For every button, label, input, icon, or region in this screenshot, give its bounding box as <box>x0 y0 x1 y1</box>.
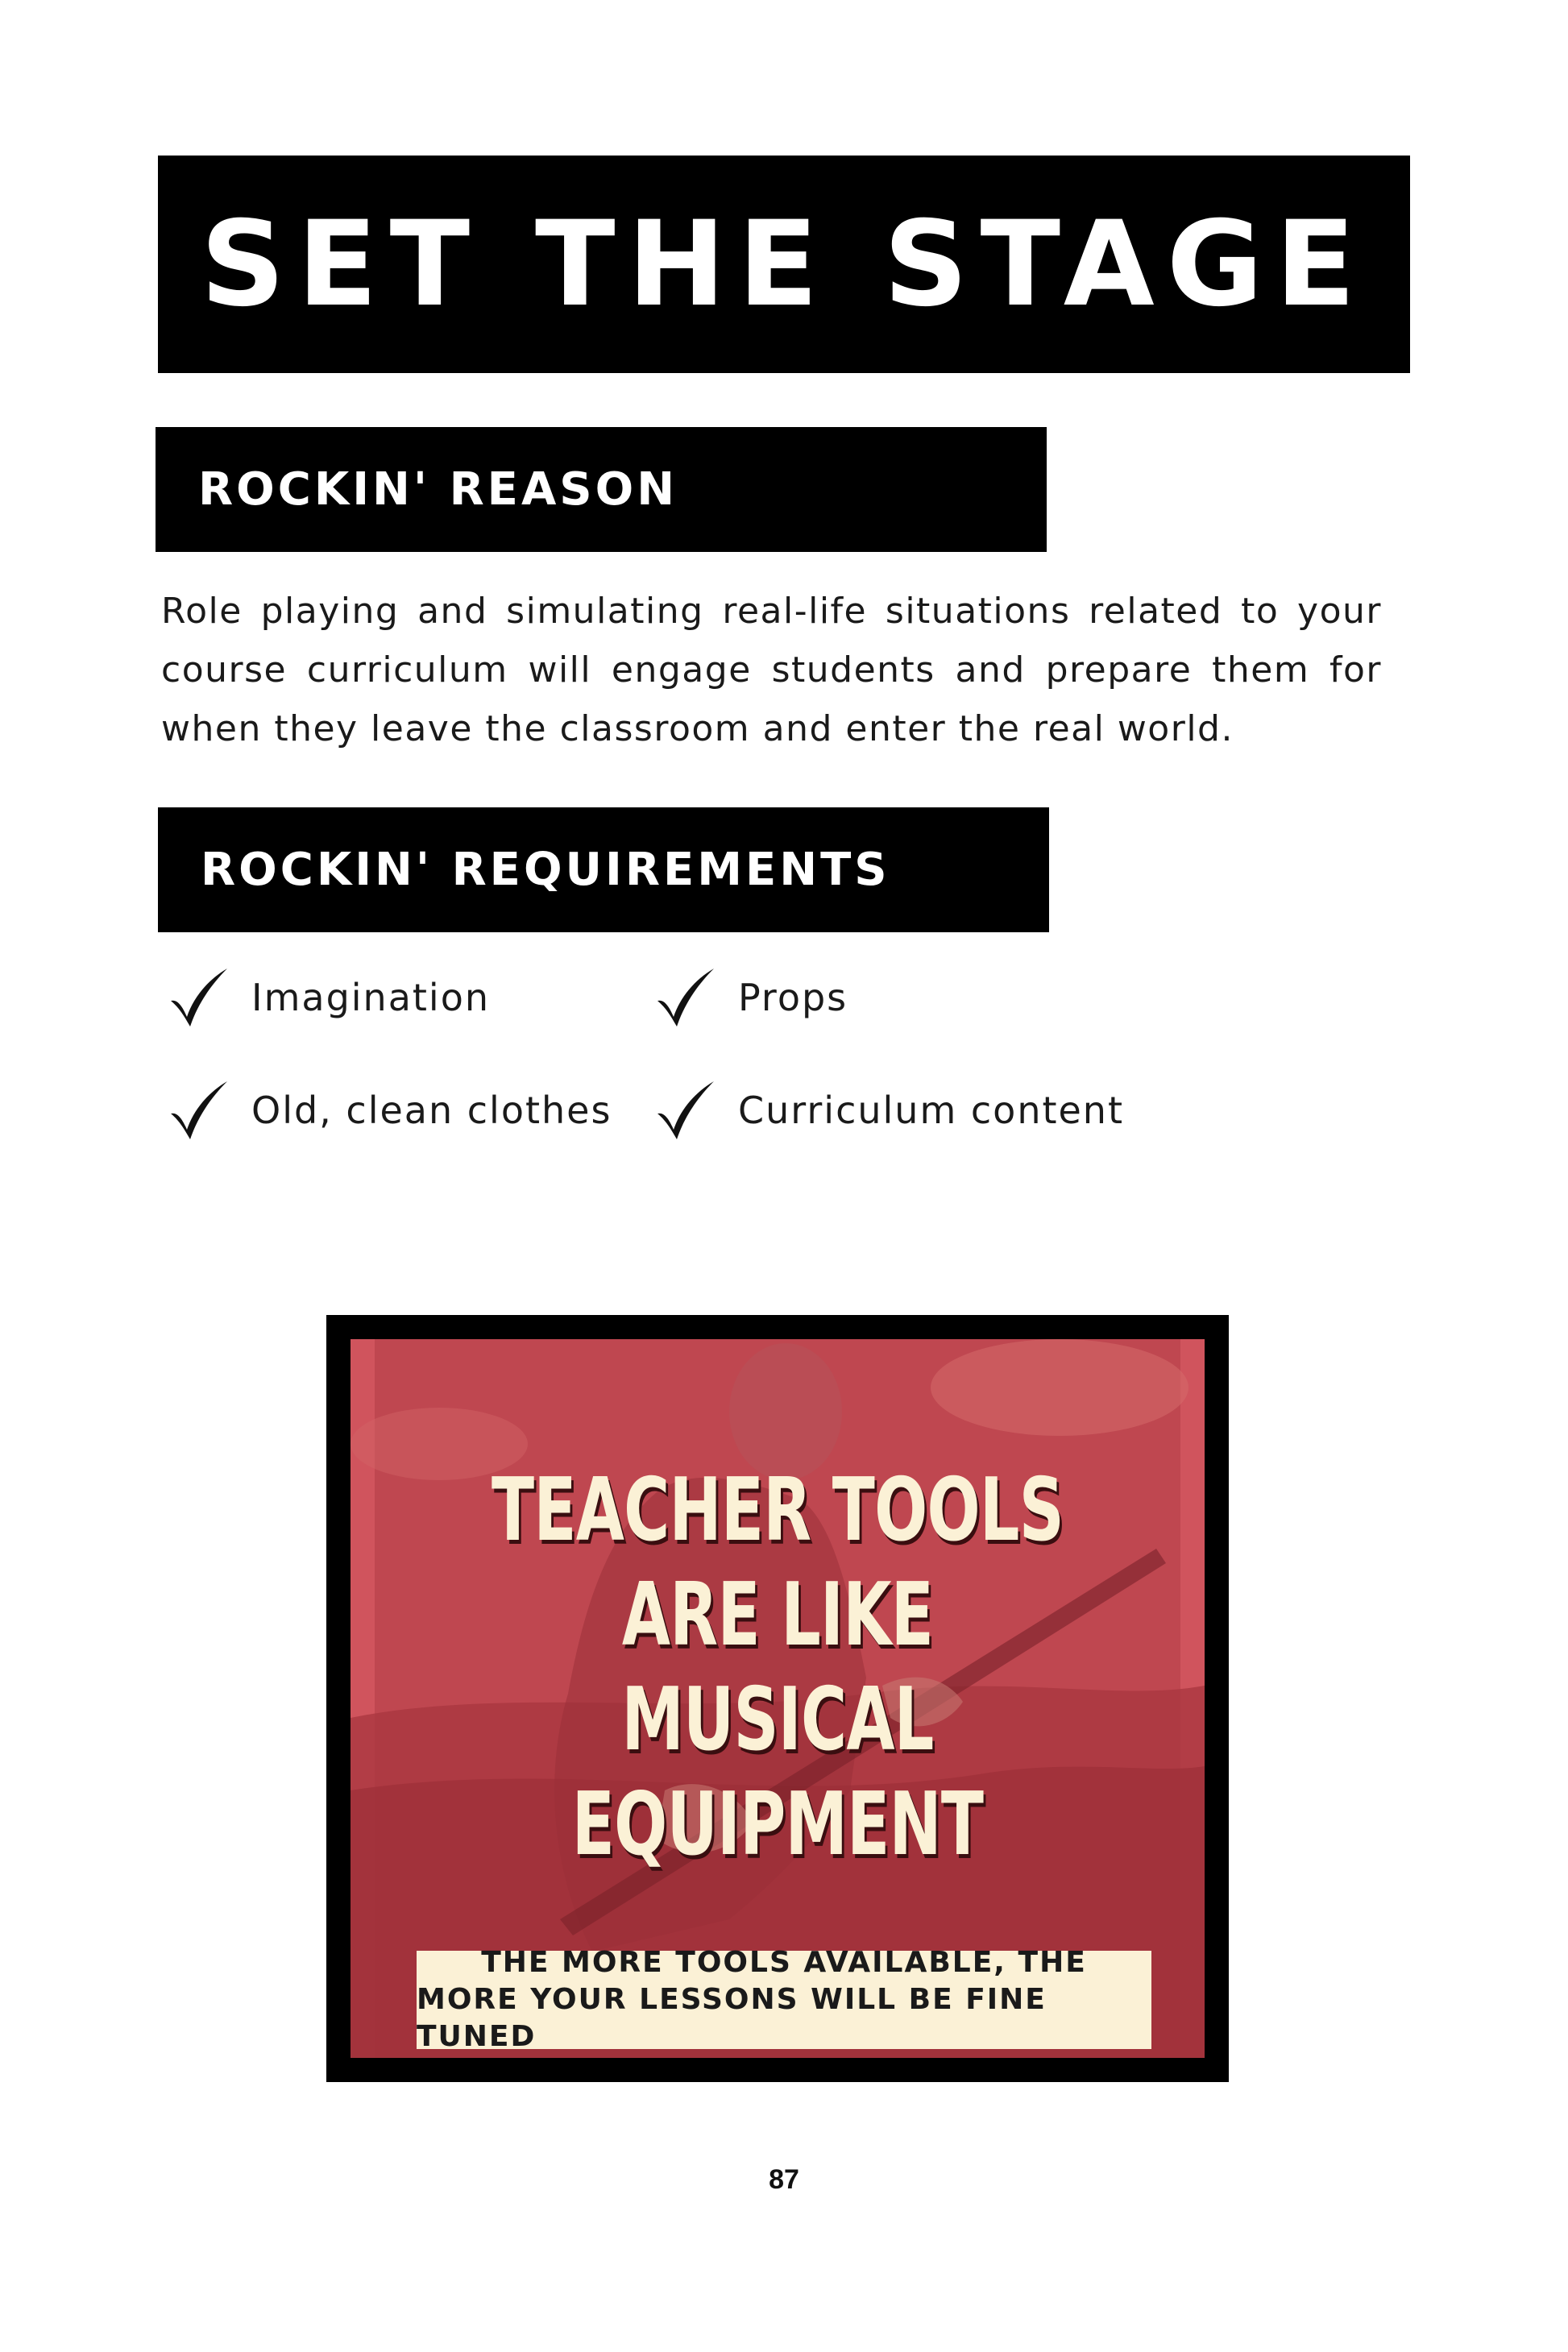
reason-heading-bar <box>156 427 1047 552</box>
requirement-label: Props <box>738 976 848 1019</box>
poster-image <box>351 1339 1205 2058</box>
requirements-heading: ROCKIN' REQUIREMENTS <box>201 844 890 896</box>
reason-heading: ROCKIN' REASON <box>198 463 678 516</box>
requirement-item <box>653 965 848 1030</box>
poster-caption <box>417 1946 1151 2053</box>
poster-headline-line: ARE LIKE <box>621 1565 934 1665</box>
requirement-label: Curriculum content <box>738 1089 1124 1132</box>
checkmark-icon <box>653 1078 717 1143</box>
checkmark-icon <box>166 965 230 1030</box>
page-title: SET THE STAGE <box>200 196 1368 333</box>
checkmark-icon <box>166 1078 230 1143</box>
requirement-item <box>166 1078 612 1143</box>
requirement-item <box>653 1078 1124 1143</box>
poster-caption-line: THE MORE TOOLS AVAILABLE, THE <box>481 1946 1087 1979</box>
poster-headline-line: TEACHER TOOLS <box>491 1460 1064 1561</box>
page-number: 87 <box>769 2164 799 2195</box>
teacher-tools-poster <box>326 1315 1229 2082</box>
poster-headline <box>351 1458 1205 1877</box>
reason-body-text: Role playing and simulating real-life situations related to your course curriculum will engage students and prepare them for when they leave the classroom and enter the real world. <box>161 591 1382 749</box>
requirement-label: Imagination <box>251 976 491 1019</box>
requirement-label: Old, clean clothes <box>251 1089 612 1132</box>
requirement-item <box>166 965 490 1030</box>
poster-headline-line: MUSICAL EQUIPMENT <box>571 1670 984 1875</box>
title-banner <box>158 156 1410 373</box>
requirements-heading-bar <box>158 807 1049 932</box>
checkmark-icon <box>653 965 717 1030</box>
poster-caption-line: MORE YOUR LESSONS WILL BE FINE TUNED <box>417 1983 1047 2053</box>
